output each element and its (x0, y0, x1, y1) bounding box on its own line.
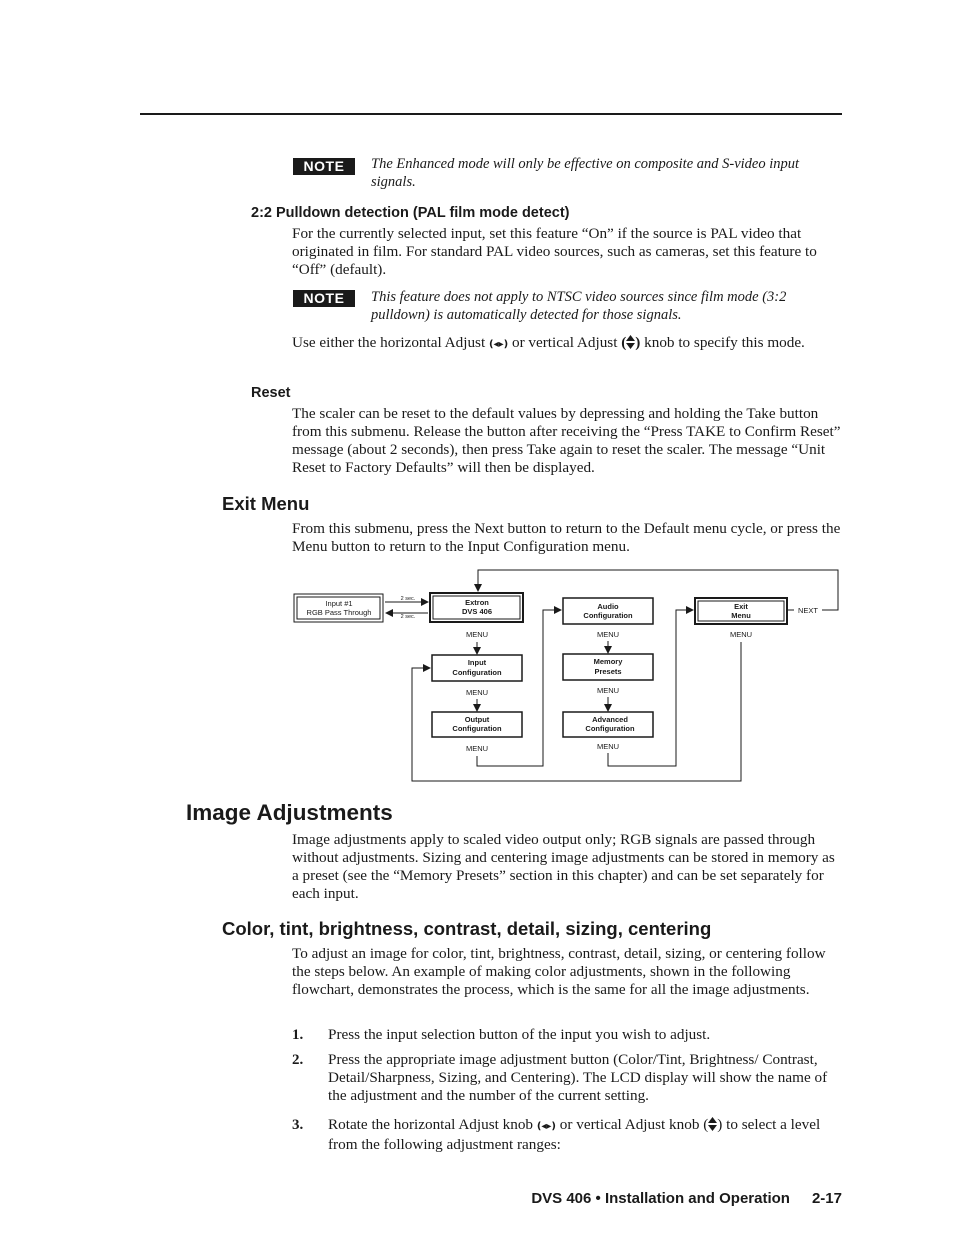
menu-label: MENU (465, 630, 489, 639)
advanced-config-line-1: Advanced (592, 715, 628, 724)
menu-label: MENU (596, 630, 620, 639)
step-text: Press the appropriate image adjustment button (Color/Tint, Brightness/ Contrast, Detail/Sharpness, Sizing, and Centering). The LCD display will show the name of the adjustment and the number of the current setting. (328, 1051, 828, 1104)
audio-config-line-2: Configuration (583, 611, 633, 620)
vertical-knob-icon (708, 1117, 717, 1131)
step-3-text-1: Rotate the horizontal Adjust knob (328, 1116, 537, 1133)
exit-menu-line-2: Menu (731, 611, 751, 620)
reset-heading: Reset (251, 385, 291, 401)
note-text: The Enhanced mode will only be effective on composite and S-video input signals. (371, 156, 800, 190)
menu-label: MENU (465, 744, 489, 753)
knob-paren-open: ( (621, 334, 627, 351)
extron-line-2: DVS 406 (461, 607, 493, 616)
advanced-config-line-2: Configuration (585, 724, 635, 733)
step-number: 1. (292, 1027, 304, 1043)
exit-menu-line-1: Exit (734, 602, 748, 611)
color-section-body: To adjust an image for color, tint, brightness, contrast, detail, sizing, or centering follow the steps below. An example of making color adjustments, shown in the following flowchart, demonstrates the process, which is the same for all the image adjustments. (292, 945, 826, 998)
step-3-text-3: ) to select a level from the following adjustment ranges: (328, 1116, 821, 1153)
menu-label: MENU (596, 742, 620, 751)
extron-line-1: Extron (465, 598, 489, 607)
step-text: Press the input selection button of the input you wish to adjust. (328, 1026, 711, 1043)
note-badge: NOTE (293, 290, 355, 307)
input-config-line-2: Configuration (452, 668, 502, 677)
page-number: 2-17 (811, 1190, 842, 1207)
horizontal-knob-icon: (◂▸) (536, 1121, 556, 1132)
image-adjustments-body: Image adjustments apply to scaled video output only; RGB signals are passed through without adjustments. Sizing and centering image adjustments can be stored in memory as a preset (see the “Memory Presets” section in this chapter) and can be set separately for each input. (292, 831, 835, 902)
image-adjustments-heading: Image Adjustments (186, 800, 393, 825)
step-text (328, 1116, 842, 1154)
adjust-text-3: knob to specify this mode. (640, 334, 805, 351)
input-config-line-1: Input (467, 658, 487, 667)
menu-label: MENU (465, 688, 489, 697)
lcd-line-1: Input #1 (325, 599, 353, 608)
exit-menu-body: From this submenu, press the Next button to return to the Default menu cycle, or press the Menu button to return to the Input Configuration menu. (292, 520, 841, 555)
adjust-text-1: Use either the horizontal Adjust (292, 334, 489, 351)
adjust-text-2: or vertical Adjust (508, 334, 622, 351)
pulldown-body: For the currently selected input, set this feature “On” if the source is PAL video that originated in film. For standard PAL video sources, such as cameras, set this feature to “Off” (default). (292, 225, 817, 278)
exit-menu-heading: Exit Menu (222, 493, 310, 514)
step-number: 2. (292, 1052, 304, 1068)
audio-config-line-1: Audio (597, 602, 619, 611)
color-section-heading: Color, tint, brightness, contrast, detail, sizing, centering (222, 918, 712, 939)
menu-label: MENU (729, 630, 753, 639)
menu-label: MENU (596, 686, 620, 695)
lcd-line-2: RGB Pass Through (306, 608, 372, 617)
footer-title: DVS 406 • Installation and Operation (531, 1190, 790, 1207)
step-3-text-2: or vertical Adjust knob ( (556, 1116, 709, 1133)
horizontal-knob-icon: (◂▸) (488, 339, 509, 350)
two-sec-label: 2 sec. (400, 596, 416, 602)
two-sec-label: 2 sec. (400, 614, 416, 620)
memory-presets-line-2: Presets (594, 667, 622, 676)
reset-body: The scaler can be reset to the default values by depressing and holding the Take button from this submenu. Release the button after receiving the “Press TAKE to Confirm Reset” message (about 2 seconds), then press Take again to reset the scaler. The message “Unit Reset to Factory Defaults” will then be displayed. (292, 405, 841, 476)
memory-presets-line-1: Memory (593, 657, 623, 666)
step-number: 3. (292, 1117, 304, 1133)
pulldown-heading: 2:2 Pulldown detection (PAL film mode detect) (251, 205, 570, 221)
knob-paren-close: ) (635, 334, 641, 351)
output-config-line-1: Output (464, 715, 490, 724)
note-text: This feature does not apply to NTSC video sources since film mode (3:2 pulldown) is automatically detected for those signals. (371, 289, 787, 323)
page-footer (519, 1190, 842, 1207)
note-badge: NOTE (293, 158, 355, 175)
output-config-line-2: Configuration (452, 724, 502, 733)
next-label: NEXT (797, 606, 819, 615)
